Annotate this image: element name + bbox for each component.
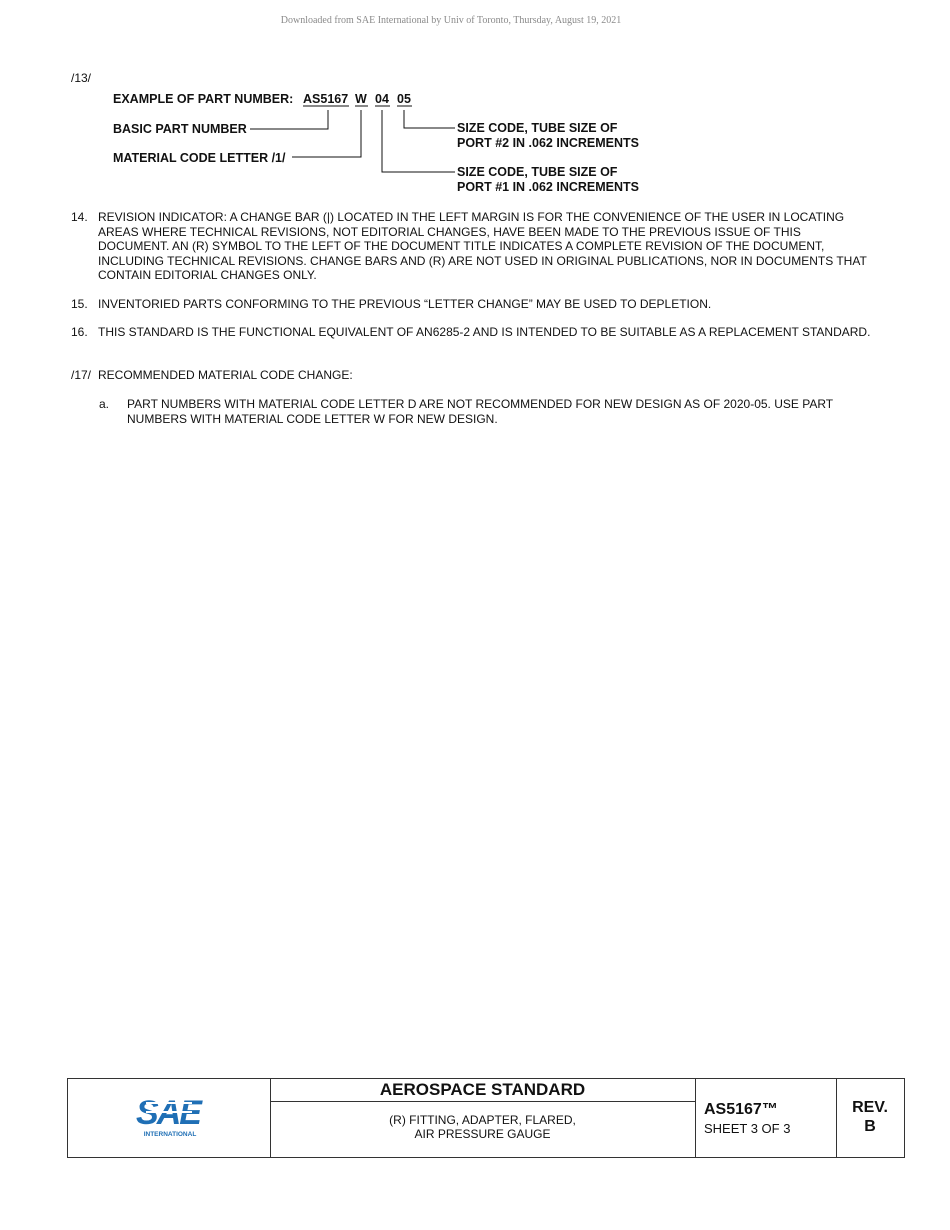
note-17 [71,368,871,383]
size2-leader [404,110,455,128]
revision-value: B [864,1118,876,1135]
part-number-diagram [0,0,950,200]
title-line-2: AIR PRESSURE GAUGE [414,1127,551,1141]
doc-number: AS5167™ [704,1101,778,1118]
sae-logo-sub: INTERNATIONAL [143,1131,197,1138]
subnote-text: PART NUMBERS WITH MATERIAL CODE LETTER D ARE NOT RECOMMENDED FOR NEW DESIGN AS OF 2020-05. USE PART NUMBERS WITH MATERIAL CODE LETTER W FOR NEW DESIGN. [127,397,833,426]
sae-logo-cell [68,1079,271,1157]
pn-material: W [355,92,367,106]
pn-size1: 04 [375,92,389,106]
material-label: MATERIAL CODE LETTER /1/ [113,151,286,165]
size1-line2: PORT #1 IN .062 INCREMENTS [457,180,639,194]
document-title [270,1102,695,1141]
note-15 [71,297,871,312]
sae-logo-text: SAE [136,1094,200,1132]
note-text: INVENTORIED PARTS CONFORMING TO THE PREVIOUS “LETTER CHANGE” MAY BE USED TO DEPLETION. [98,297,712,311]
download-watermark: Downloaded from SAE International by Univ of Toronto, Thursday, August 19, 2021 [280,15,622,26]
sheet-number: SHEET 3 OF 3 [704,1121,791,1136]
revision-cell [836,1079,904,1157]
note-number: 14. [71,210,88,224]
size2-line1: SIZE CODE, TUBE SIZE OF [457,121,618,135]
size1-leader [382,110,455,172]
note-text: THIS STANDARD IS THE FUNCTIONAL EQUIVALENT OF AN6285-2 AND IS INTENDED TO BE SUITABLE AS A REPLACEMENT STANDARD. [98,325,871,339]
basic-label: BASIC PART NUMBER [113,122,247,136]
note-number: 15. [71,297,88,311]
note-16 [71,325,871,340]
example-label: EXAMPLE OF PART NUMBER: [113,92,294,106]
note-text: REVISION INDICATOR: A CHANGE BAR (|) LOCATED IN THE LEFT MARGIN IS FOR THE CONVENIENCE OF THE USER IN LOCATING AREAS WHERE TECHNICAL REVISIONS, NOT EDITORIAL CHANGES, HAVE BEEN MADE TO THE PREVIOUS ISSUE OF THIS DOCUMENT. AN (R) SYMBOL TO THE LEFT OF THE DOCUMENT TITLE INDICATES A COMPLETE REVISION OF THE DOCUMENT, INCLUDING TECHNICAL REVISIONS. CHANGE BARS AND (R) ARE NOT USED IN ORIGINAL PUBLICATIONS, NOR IN DOCUMENTS THAT CONTAIN EDITORIAL CHANGES ONLY. [98,210,867,283]
size2-line2: PORT #2 IN .062 INCREMENTS [457,136,639,150]
revision-label: REV. [852,1099,888,1116]
size1-line1: SIZE CODE, TUBE SIZE OF [457,165,618,179]
doc-number-cell [695,1079,837,1157]
subnote-number: a. [99,397,110,411]
note-number: /17/ [71,368,92,382]
standard-heading: AEROSPACE STANDARD [270,1079,695,1102]
note-text: RECOMMENDED MATERIAL CODE CHANGE: [98,368,353,382]
material-leader [292,110,361,157]
pn-size2: 05 [397,92,411,106]
pn-basic: AS5167 [303,92,349,106]
note-13-ref: /13/ [71,71,92,85]
title-block [67,1078,905,1158]
sae-logo-icon [68,1079,270,1157]
note-17a [99,397,859,426]
note-14 [71,210,871,283]
basic-leader [250,110,328,129]
note-number: 16. [71,325,88,339]
title-line-1: (R) FITTING, ADAPTER, FLARED, [389,1113,576,1127]
title-cell [270,1079,696,1157]
